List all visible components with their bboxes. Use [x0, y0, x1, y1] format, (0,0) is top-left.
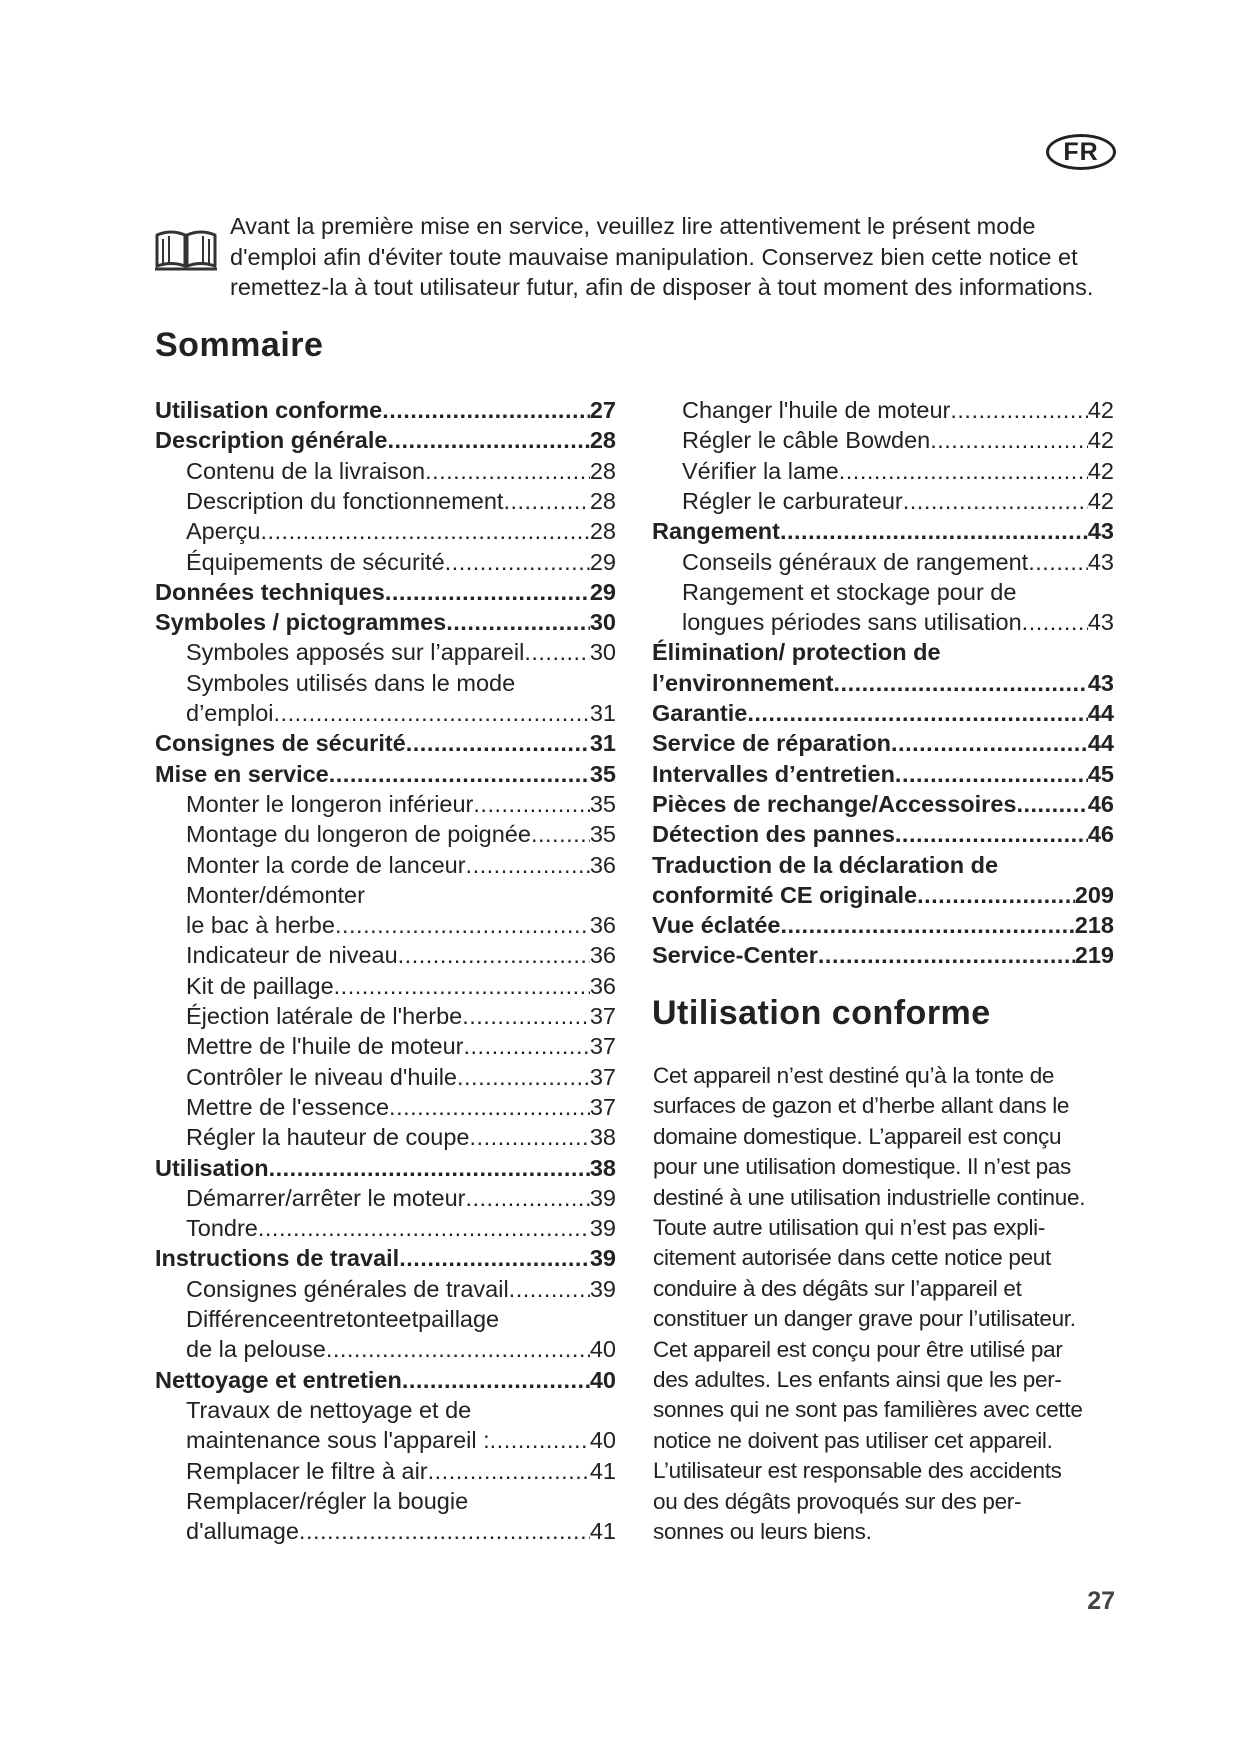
toc-leader-dots: [917, 880, 1075, 910]
toc-entry-title: Indicateur de niveau: [186, 942, 398, 969]
body-line: Toute autre utilisation qui n’est pas expli-: [653, 1215, 1046, 1241]
body-line: destiné à une utilisation industrielle continue.: [653, 1184, 1086, 1210]
toc-leader-dots: [780, 516, 1088, 546]
toc-title: Sommaire: [155, 326, 324, 364]
toc-entry: [652, 698, 1114, 728]
toc-entry: [186, 1486, 468, 1516]
toc-entry-page: 42: [1087, 397, 1114, 423]
toc-entry: [186, 1122, 616, 1152]
toc-entry-title: Régler le carburateur: [682, 487, 903, 514]
toc-entry-title: Équipements de sécurité: [186, 548, 445, 575]
body-line: ou des dégâts provoqués sur des per-: [653, 1488, 1022, 1514]
toc-entry-page: 39: [589, 1215, 616, 1242]
toc-entry: [652, 789, 1114, 819]
body-line: pour une utilisation domestique. Il n’est pas: [653, 1154, 1072, 1180]
toc-entry: [155, 728, 616, 758]
toc-leader-dots: [406, 728, 590, 758]
toc-entry-page: 218: [1074, 912, 1114, 939]
toc-entry-title: Instructions de travail: [155, 1245, 400, 1272]
toc-entry-title: Démarrer/arrêter le moteur: [186, 1184, 466, 1211]
toc-entry: [652, 910, 1114, 940]
toc-entry: [652, 940, 1114, 970]
toc-entry: [186, 668, 515, 698]
toc-entry-page: 35: [589, 790, 616, 817]
toc-entry-title: Données techniques: [155, 578, 385, 605]
toc-leader-dots: [903, 486, 1088, 516]
toc-leader-dots: [326, 1334, 590, 1364]
toc-entry-title: Contenu de la livraison: [186, 457, 426, 484]
toc-entry: [652, 516, 1114, 546]
toc-entry: [652, 668, 1114, 698]
body-line: Cet appareil n’est destiné qu’à la tonte de: [653, 1063, 1055, 1088]
toc-entry-title: Vérifier la lame: [682, 457, 839, 484]
toc-leader-dots: [382, 395, 590, 425]
toc-entry: [186, 1395, 471, 1425]
toc-entry-title: Description du fonctionnement: [186, 487, 504, 514]
toc-leader-dots: [425, 456, 590, 486]
toc-entry-title: conformité CE originale: [652, 881, 918, 908]
intro-line: d'emploi afin d'éviter toute mauvaise manipulation. Conservez bien cette notice et: [230, 243, 1078, 270]
toc-entry-page: 40: [589, 1366, 616, 1393]
toc-entry: [186, 1031, 616, 1061]
toc-leader-dots: [747, 698, 1088, 728]
toc-entry-title: Service de réparation: [652, 730, 892, 757]
toc-entry: [652, 880, 1114, 910]
toc-entry: [186, 1183, 616, 1213]
toc-entry: [652, 759, 1114, 789]
toc-entry-page: 42: [1087, 487, 1114, 514]
toc-entry-title: Vue éclatée: [652, 912, 781, 939]
toc-entry-title: Service-Center: [652, 942, 818, 969]
toc-entry: [186, 880, 365, 910]
toc-entry: [186, 850, 616, 880]
toc-entry-title: Tondre: [186, 1215, 258, 1242]
toc-entry-title: Monter/démonter: [186, 881, 365, 908]
toc-entry-title: de la pelouse: [186, 1336, 326, 1363]
toc-entry: [652, 728, 1114, 758]
body-line: citement autorisée dans cette notice peut: [653, 1245, 1051, 1271]
toc-entry-page: 30: [589, 609, 616, 636]
toc-leader-dots: [462, 1001, 590, 1031]
toc-entry-title: Nettoyage et entretien: [155, 1366, 402, 1393]
toc-entry: [186, 819, 616, 849]
toc-leader-dots: [260, 516, 589, 546]
toc-entry: [155, 1153, 616, 1183]
toc-entry-page: 39: [589, 1184, 616, 1211]
section-title: Utilisation conforme: [652, 994, 991, 1032]
toc-leader-dots: [446, 607, 590, 637]
toc-leader-dots: [1016, 789, 1087, 819]
toc-entry-page: 39: [589, 1275, 616, 1302]
toc-entry-title: Garantie: [652, 700, 748, 726]
toc-entry-title: Mettre de l'huile de moteur: [186, 1033, 464, 1060]
toc-leader-dots: [399, 1243, 590, 1273]
toc-entry: [186, 516, 616, 546]
toc-entry-title: Monter la corde de lanceur: [186, 851, 466, 878]
toc-entry-title: Symboles utilisés dans le mode: [186, 669, 516, 696]
section-body: [653, 1061, 1133, 1548]
toc-entry-page: 37: [589, 1063, 616, 1090]
toc-entry-page: 28: [589, 427, 616, 454]
toc-entry-title: Élimination/ protection de: [652, 639, 941, 666]
toc-entry: [186, 910, 616, 940]
toc-entry-title: Rangement: [652, 518, 780, 545]
toc-entry: [186, 637, 616, 667]
toc-entry-title: Différenceentretonteetpaillage: [186, 1306, 500, 1332]
toc-leader-dots: [428, 1456, 590, 1486]
toc-entry-title: Montage du longeron de poignée: [186, 821, 531, 848]
toc-entry-page: 36: [589, 972, 616, 999]
toc-leader-dots: [930, 425, 1088, 455]
toc-leader-dots: [269, 1153, 590, 1183]
toc-entry-page: 46: [1087, 790, 1114, 817]
toc-entry-title: Éjection latérale de l'herbe: [186, 1003, 463, 1029]
toc-entry-title: Travaux de nettoyage et de: [186, 1396, 472, 1423]
toc-leader-dots: [335, 910, 590, 940]
toc-entry: [186, 940, 616, 970]
toc-leader-dots: [465, 1183, 589, 1213]
toc-entry-title: Symboles / pictogrammes: [155, 609, 447, 636]
toc-entry: [682, 547, 1114, 577]
toc-entry: [186, 547, 616, 577]
toc-entry-page: 45: [1087, 760, 1114, 787]
toc-entry-page: 31: [589, 730, 616, 757]
toc-entry-page: 43: [1087, 609, 1114, 636]
toc-leader-dots: [818, 940, 1075, 970]
body-line: conduire à des dégâts sur l’appareil et: [653, 1275, 1022, 1301]
toc-entry-title: Détection des pannes: [652, 821, 895, 848]
toc-entry-page: 36: [589, 942, 616, 969]
toc-entry-title: Remplacer le filtre à air: [186, 1457, 428, 1484]
toc-entry: [186, 1274, 616, 1304]
toc-entry: [155, 759, 616, 789]
page-number: 27: [1087, 1587, 1115, 1615]
toc-entry-title: maintenance sous l'appareil :: [186, 1427, 490, 1454]
toc-entry-title: Utilisation: [155, 1154, 269, 1181]
body-line: constituer un danger grave pour l’utilisateur.: [653, 1306, 1076, 1332]
toc-leader-dots: [509, 1274, 590, 1304]
toc-entry: [186, 456, 616, 486]
toc-entry-page: 37: [589, 1093, 616, 1120]
toc-leader-dots: [445, 547, 590, 577]
toc-leader-dots: [464, 1031, 590, 1061]
toc-entry-page: 37: [589, 1003, 616, 1029]
toc-leader-dots: [895, 759, 1088, 789]
toc-leader-dots: [780, 910, 1074, 940]
toc-entry: [155, 1365, 616, 1395]
toc-entry-page: 28: [589, 518, 616, 545]
toc-entry: [682, 577, 1016, 607]
toc-leader-dots: [950, 395, 1087, 425]
toc-entry: [682, 486, 1114, 516]
toc-entry-title: Description générale: [155, 427, 388, 454]
toc-leader-dots: [524, 637, 590, 667]
toc-entry-page: 42: [1087, 457, 1114, 484]
toc-leader-dots: [457, 1062, 590, 1092]
toc-entry-page: 28: [589, 487, 616, 514]
toc-entry-title: Pièces de rechange/Accessoires: [652, 790, 1017, 817]
body-line: domaine domestique. L’appareil est conçu: [653, 1123, 1062, 1149]
toc-entry-page: 44: [1087, 700, 1114, 726]
toc-entry: [155, 395, 616, 425]
toc-entry-title: Contrôler le niveau d'huile: [186, 1063, 457, 1090]
body-line: sonnes ou leurs biens.: [653, 1519, 872, 1545]
toc-entry-page: 43: [1087, 669, 1114, 696]
toc-entry-page: 38: [589, 1154, 616, 1181]
toc-leader-dots: [329, 759, 590, 789]
toc-entry: [186, 698, 616, 728]
toc-entry-title: Consignes générales de travail: [186, 1275, 509, 1302]
toc-entry: [186, 1092, 616, 1122]
toc-entry-page: 43: [1087, 518, 1114, 545]
toc-entry: [155, 577, 616, 607]
toc-leader-dots: [891, 728, 1088, 758]
toc-entry-title: Mettre de l'essence: [186, 1093, 390, 1120]
toc-entry-page: 42: [1087, 427, 1114, 454]
toc-entry-page: 39: [589, 1245, 616, 1272]
body-line: sonnes qui ne sont pas familières avec cette: [653, 1397, 1083, 1423]
toc-entry-title: l’environnement: [652, 669, 834, 696]
toc-entry-title: d’emploi: [186, 700, 274, 726]
toc-entry-title: Mise en service: [155, 760, 329, 787]
toc-leader-dots: [258, 1213, 590, 1243]
toc-entry-page: 209: [1074, 881, 1114, 908]
toc-entry-title: Aperçu: [186, 518, 261, 545]
toc-entry-title: Monter le longeron inférieur: [186, 790, 474, 817]
toc-entry-title: Remplacer/régler la bougie: [186, 1487, 469, 1514]
toc-entry-page: 38: [589, 1124, 616, 1151]
toc-leader-dots: [503, 486, 589, 516]
toc-entry-page: 35: [589, 760, 616, 787]
toc-entry-title: Consignes de sécurité: [155, 730, 406, 757]
toc-entry-page: 30: [589, 639, 616, 666]
toc-entry-title: Conseils généraux de rangement: [682, 548, 1029, 575]
toc-entry: [155, 1243, 616, 1273]
toc-entry: [186, 486, 616, 516]
toc-entry-page: 40: [589, 1336, 616, 1363]
toc-entry: [186, 789, 616, 819]
toc-entry-page: 41: [589, 1518, 616, 1545]
toc-entry-page: 36: [589, 851, 616, 878]
toc-leader-dots: [490, 1425, 590, 1455]
toc-entry-title: le bac à herbe: [186, 912, 335, 939]
toc-entry-title: Symboles apposés sur l’appareil: [186, 639, 525, 666]
toc-entry-page: 44: [1087, 730, 1114, 757]
language-badge: FR: [1046, 134, 1116, 170]
body-line: surfaces de gazon et d’herbe allant dans le: [653, 1093, 1070, 1119]
toc-leader-dots: [299, 1516, 590, 1546]
intro-line: Avant la première mise en service, veuillez lire attentivement le présent mode: [230, 213, 1036, 239]
toc-entry: [186, 971, 616, 1001]
toc-leader-dots: [473, 789, 589, 819]
toc-entry-page: 219: [1074, 942, 1114, 969]
toc-leader-dots: [398, 940, 590, 970]
toc-entry: [652, 819, 1114, 849]
toc-entry: [186, 1456, 616, 1486]
toc-leader-dots: [385, 577, 590, 607]
toc-entry-page: 28: [589, 457, 616, 484]
toc-entry-page: 29: [589, 548, 616, 575]
toc-entry: [682, 395, 1114, 425]
toc-leader-dots: [531, 819, 590, 849]
toc-entry-title: Régler la hauteur de coupe: [186, 1124, 470, 1151]
toc-entry-page: 31: [589, 700, 616, 726]
toc-entry-title: Kit de paillage: [186, 972, 334, 999]
toc-entry: [186, 1001, 616, 1031]
body-line: des adultes. Les enfants ainsi que les per-: [653, 1367, 1062, 1393]
toc-entry: [155, 607, 616, 637]
toc-entry: [186, 1334, 616, 1364]
toc-leader-dots: [389, 1092, 590, 1122]
toc-entry-page: 41: [589, 1457, 616, 1484]
toc-entry: [155, 425, 616, 455]
toc-entry-page: 36: [589, 912, 616, 939]
toc-leader-dots: [834, 668, 1088, 698]
toc-entry-page: 40: [589, 1427, 616, 1454]
toc-entry-title: d'allumage: [186, 1518, 299, 1545]
intro-paragraph: [230, 211, 1130, 303]
toc-entry-page: 43: [1087, 548, 1114, 575]
toc-entry: [652, 850, 998, 880]
toc-entry: [682, 456, 1114, 486]
toc-entry-page: 35: [589, 821, 616, 848]
toc-entry: [186, 1213, 616, 1243]
toc-entry-title: Intervalles d’entretien: [652, 760, 895, 787]
body-line: notice ne doivent pas utiliser cet appareil.: [653, 1427, 1053, 1453]
toc-leader-dots: [334, 971, 590, 1001]
toc-entry-page: 46: [1087, 821, 1114, 848]
intro-line: remettez-la à tout utilisateur futur, afin de disposer à tout moment des informations.: [230, 274, 1094, 300]
body-line: Cet appareil est conçu pour être utilisé par: [653, 1336, 1063, 1362]
toc-leader-dots: [402, 1365, 590, 1395]
body-line: L’utilisateur est responsable des accidents: [653, 1458, 1062, 1484]
toc-entry-title: Traduction de la déclaration de: [652, 851, 999, 878]
toc-entry-page: 37: [589, 1033, 616, 1060]
toc-entry-title: Changer l'huile de moteur: [682, 397, 951, 423]
toc-leader-dots: [1028, 547, 1088, 577]
toc-leader-dots: [470, 1122, 590, 1152]
toc-leader-dots: [895, 819, 1088, 849]
toc-entry-page: 29: [589, 578, 616, 605]
toc-entry-title: longues périodes sans utilisation: [682, 609, 1022, 636]
toc-entry-title: Régler le câble Bowden: [682, 427, 931, 454]
toc-entry: [186, 1062, 616, 1092]
toc-entry: [186, 1304, 499, 1334]
toc-entry-title: Rangement et stockage pour de: [682, 578, 1017, 605]
toc-leader-dots: [274, 698, 590, 728]
toc-leader-dots: [466, 850, 590, 880]
toc-entry-title: Utilisation conforme: [155, 397, 383, 423]
toc-entry: [682, 425, 1114, 455]
toc-leader-dots: [387, 425, 589, 455]
toc-leader-dots: [1022, 607, 1088, 637]
toc-entry-page: 27: [589, 397, 616, 423]
toc-entry: [186, 1425, 616, 1455]
toc-entry: [652, 637, 941, 667]
toc-entry: [186, 1516, 616, 1546]
toc-leader-dots: [839, 456, 1088, 486]
toc-entry: [682, 607, 1114, 637]
book-icon: [153, 226, 219, 272]
